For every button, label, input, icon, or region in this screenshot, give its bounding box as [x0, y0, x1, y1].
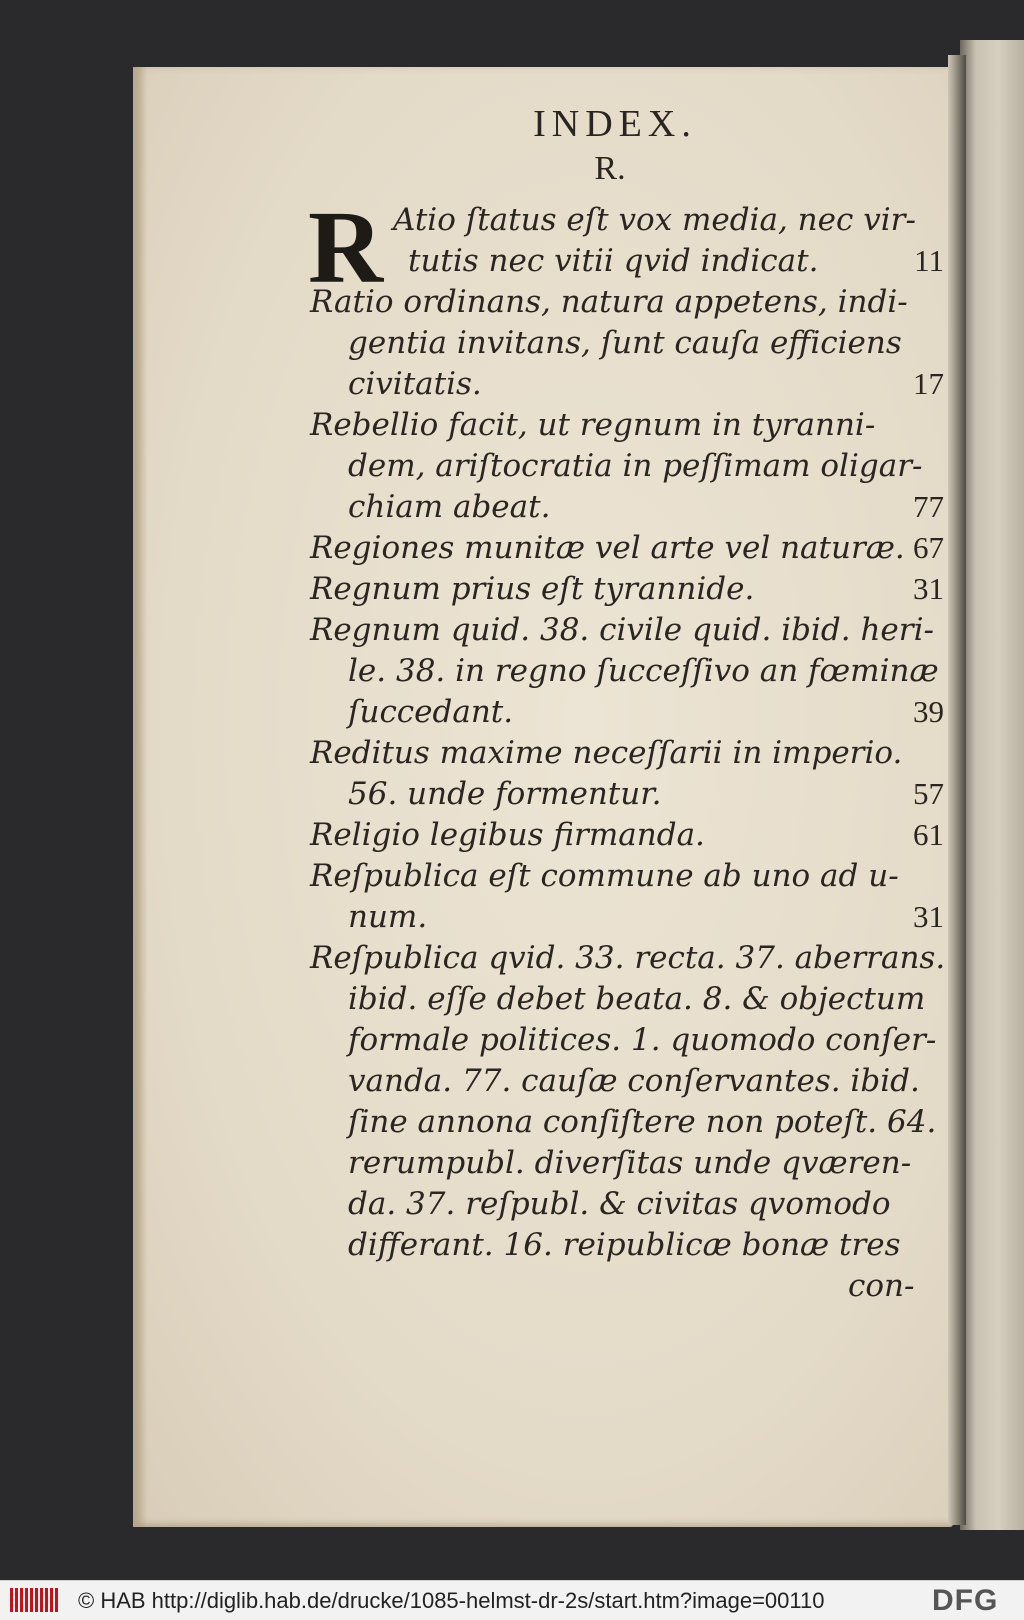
index-line: chiam abeat. 77 — [348, 487, 944, 528]
page-shadow — [133, 67, 147, 1527]
book-gutter — [948, 55, 966, 1525]
index-line: ſine annona conſiſtere non poteſt. 64. — [348, 1104, 937, 1140]
index-line: formale politices. 1. quomodo conſer- — [348, 1022, 937, 1058]
index-line: Regnum quid. 38. civile quid. ibid. heri- — [310, 612, 934, 648]
page-ref: 77 — [913, 489, 944, 524]
dfg-logo: DFG — [932, 1584, 999, 1617]
page-ref: 57 — [913, 776, 944, 811]
page-ref: 67 — [913, 530, 944, 565]
index-line: Rebellio facit, ut regnum in tyranni- — [310, 407, 876, 443]
section-letter: R. — [594, 150, 626, 187]
index-line: num. 31 — [348, 897, 944, 938]
page-ref: 61 — [913, 817, 944, 852]
adjacent-page-edge — [960, 40, 1024, 1530]
index-line: 56. unde formentur. 57 — [348, 774, 944, 815]
index-line: gentia invitans, ſunt cauſa efficiens — [348, 325, 902, 361]
page-header: INDEX. — [533, 103, 697, 145]
index-line: vanda. 77. cauſæ conſervantes. ibid. — [348, 1063, 920, 1099]
index-line: rerumpubl. diverſitas unde qværen- — [348, 1145, 912, 1181]
index-line: Reditus maxime neceſſarii in imperio. — [310, 735, 903, 771]
drop-cap: R — [308, 190, 384, 305]
index-line: da. 37. reſpubl. & civitas qvomodo — [348, 1186, 891, 1222]
index-line: Ratio ordinans, natura appetens, indi- — [310, 284, 908, 320]
index-line: ibid. eſſe debet beata. 8. & objectum — [348, 981, 926, 1017]
index-line: Religio legibus firmanda. 61 — [310, 815, 944, 856]
page-ref: 31 — [913, 571, 944, 606]
page-ref: 11 — [914, 243, 944, 278]
source-url[interactable]: © HAB http://diglib.hab.de/drucke/1085-helmst-dr-2s/start.htm?image=00110 — [78, 1588, 825, 1613]
index-line: Atio ſtatus eſt vox media, nec vir- — [393, 202, 916, 238]
viewer-footer — [0, 1580, 1024, 1620]
index-line: Regnum prius eſt tyrannide. 31 — [310, 569, 944, 610]
index-line: ſuccedant. 39 — [348, 692, 944, 733]
index-line: dem, ariſtocratia in peſſimam oligar- — [348, 448, 923, 484]
index-line: civitatis. 17 — [348, 364, 944, 405]
hab-barcode-icon — [10, 1588, 58, 1612]
catchword: con- — [848, 1268, 915, 1304]
index-line: Regiones munitæ vel arte vel naturæ. 67 — [310, 528, 944, 569]
page-ref: 39 — [913, 694, 944, 729]
index-line: tutis nec vitii qvid indicat. 11 — [408, 241, 944, 282]
index-line: Reſpublica qvid. 33. recta. 37. aberrans. — [310, 940, 946, 976]
index-line: Reſpublica eſt commune ab uno ad u- — [310, 858, 899, 894]
index-line: le. 38. in regno ſucceſſivo an fœminæ — [348, 653, 939, 689]
index-line: differant. 16. reipublicæ bonæ tres — [348, 1227, 901, 1263]
page-ref: 31 — [913, 899, 944, 934]
page-ref: 17 — [913, 366, 944, 401]
